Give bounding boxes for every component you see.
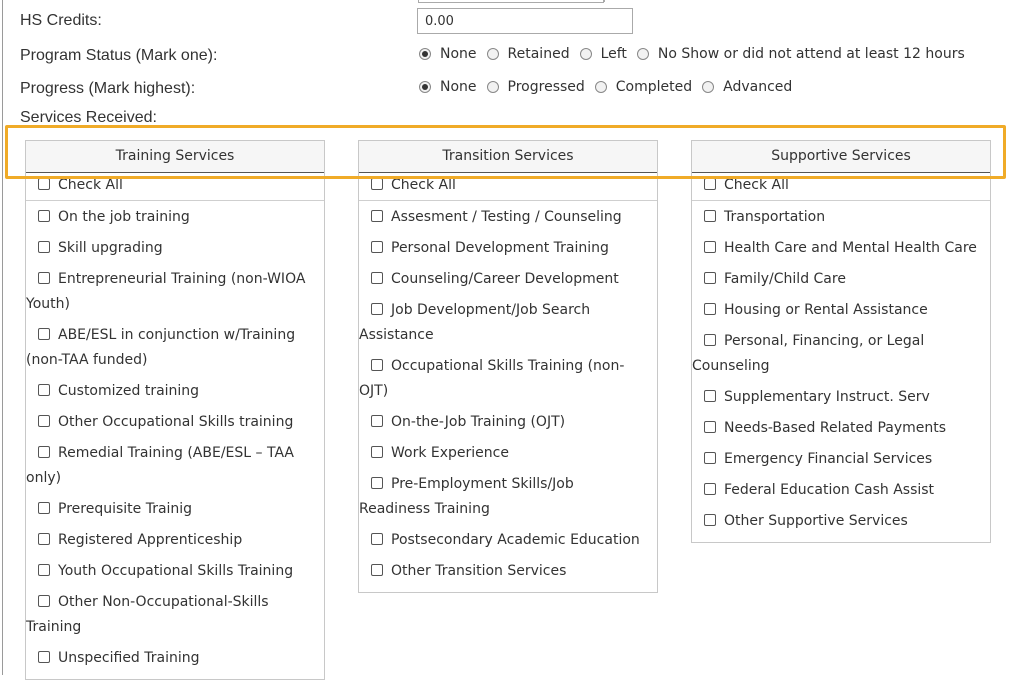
progress-completed-label: Completed <box>615 79 693 95</box>
supportive-item[interactable] <box>692 298 990 323</box>
program-status-radio-group <box>419 46 969 62</box>
checkbox[interactable] <box>704 272 716 284</box>
transition-item[interactable] <box>359 410 657 435</box>
training-item[interactable] <box>26 379 324 404</box>
training-services-panel <box>25 140 325 680</box>
checkbox[interactable] <box>704 390 716 402</box>
checkbox[interactable] <box>704 241 716 253</box>
transition-services-list <box>359 201 657 592</box>
item-label: Other Occupational Skills training <box>58 414 294 430</box>
training-item[interactable] <box>26 323 324 373</box>
checkbox[interactable] <box>704 514 716 526</box>
training-services-list <box>26 201 324 679</box>
progress-none-radio[interactable] <box>419 81 431 93</box>
item-label: Pre-Employment Skills/Job Readiness Training <box>359 476 574 517</box>
checkbox[interactable] <box>371 210 383 222</box>
item-label: Work Experience <box>391 445 509 461</box>
item-label: On-the-Job Training (OJT) <box>391 414 566 430</box>
transition-check-all-checkbox[interactable] <box>371 178 383 190</box>
checkbox[interactable] <box>38 533 50 545</box>
checkbox[interactable] <box>704 303 716 315</box>
checkbox[interactable] <box>704 421 716 433</box>
item-label: Postsecondary Academic Education <box>391 532 640 548</box>
highlight-annotation <box>5 125 1006 179</box>
supportive-item[interactable] <box>692 329 990 379</box>
program-status-left-radio[interactable] <box>580 48 592 60</box>
checkbox[interactable] <box>704 483 716 495</box>
checkbox[interactable] <box>371 241 383 253</box>
supportive-item[interactable] <box>692 478 990 503</box>
training-item[interactable] <box>26 267 324 317</box>
transition-item[interactable] <box>359 298 657 348</box>
item-label: Entrepreneurial Training (non-WIOA Youth) <box>26 271 306 312</box>
item-label: Housing or Rental Assistance <box>724 302 928 318</box>
item-label: Assesment / Testing / Counseling <box>391 209 622 225</box>
training-item[interactable] <box>26 559 324 584</box>
item-label: ABE/ESL in conjunction w/Training (non-TAA funded) <box>26 327 296 368</box>
supportive-item[interactable] <box>692 509 990 534</box>
progress-advanced-radio[interactable] <box>702 81 714 93</box>
checkbox[interactable] <box>38 241 50 253</box>
checkbox[interactable] <box>38 415 50 427</box>
checkbox[interactable] <box>704 210 716 222</box>
checkbox[interactable] <box>371 446 383 458</box>
program-status-label: Program Status (Mark one): <box>20 47 218 64</box>
checkbox[interactable] <box>38 328 50 340</box>
checkbox[interactable] <box>38 446 50 458</box>
checkbox[interactable] <box>371 477 383 489</box>
checkbox[interactable] <box>38 564 50 576</box>
progress-progressed-radio[interactable] <box>487 81 499 93</box>
training-check-all-checkbox[interactable] <box>38 178 50 190</box>
item-label: Counseling/Career Development <box>391 271 619 287</box>
transition-item[interactable] <box>359 267 657 292</box>
checkbox[interactable] <box>38 651 50 663</box>
progress-none-label: None <box>440 79 477 95</box>
training-item[interactable] <box>26 590 324 640</box>
program-status-retained-label: Retained <box>507 46 570 62</box>
checkbox[interactable] <box>38 595 50 607</box>
checkbox[interactable] <box>371 415 383 427</box>
item-label: Personal Development Training <box>391 240 609 256</box>
item-label: Registered Apprenticeship <box>58 532 243 548</box>
supportive-services-panel <box>691 140 991 543</box>
progress-label: Progress (Mark highest): <box>20 80 196 97</box>
supportive-item[interactable] <box>692 416 990 441</box>
progress-radio-group <box>419 79 796 95</box>
training-services-header: Training Services <box>26 141 324 173</box>
supportive-item[interactable] <box>692 205 990 230</box>
item-label: Prerequisite Trainig <box>58 501 193 517</box>
checkbox[interactable] <box>371 303 383 315</box>
program-status-left-label: Left <box>600 46 627 62</box>
checkbox[interactable] <box>38 502 50 514</box>
hs-credits-input[interactable] <box>417 8 633 34</box>
upper-field-button-edge <box>604 0 617 2</box>
checkbox[interactable] <box>371 272 383 284</box>
item-label: Supplementary Instruct. Serv <box>724 389 930 405</box>
supportive-item[interactable] <box>692 267 990 292</box>
services-received-label: Services Received: <box>20 109 157 126</box>
program-status-no-show-radio[interactable] <box>637 48 649 60</box>
item-label: Transportation <box>724 209 826 225</box>
item-label: Customized training <box>58 383 200 399</box>
item-label: Other Non-Occupational-Skills Training <box>26 594 269 635</box>
program-status-no-show-label: No Show or did not attend at least 12 hours <box>657 46 965 62</box>
progress-progressed-label: Progressed <box>507 79 585 95</box>
transition-item[interactable] <box>359 354 657 404</box>
item-label: Occupational Skills Training (non-OJT) <box>359 358 625 399</box>
transition-item[interactable] <box>359 528 657 553</box>
item-label: Family/Child Care <box>724 271 846 287</box>
item-label: Health Care and Mental Health Care <box>724 240 977 256</box>
item-label: Other Supportive Services <box>724 513 908 529</box>
progress-completed-radio[interactable] <box>595 81 607 93</box>
program-status-none-label: None <box>440 46 477 62</box>
supportive-item[interactable] <box>692 236 990 261</box>
progress-advanced-label: Advanced <box>723 79 793 95</box>
item-label: Youth Occupational Skills Training <box>58 563 294 579</box>
training-item[interactable] <box>26 441 324 491</box>
item-label: Emergency Financial Services <box>724 451 933 467</box>
supportive-check-all-checkbox[interactable] <box>704 178 716 190</box>
transition-item[interactable] <box>359 236 657 261</box>
transition-item[interactable] <box>359 441 657 466</box>
item-label: Personal, Financing, or Legal Counseling <box>692 333 925 374</box>
left-border <box>2 0 3 675</box>
training-check-all-label: Check All <box>58 177 123 193</box>
training-item[interactable] <box>26 646 324 671</box>
hs-credits-label: HS Credits: <box>20 12 102 29</box>
item-label: Federal Education Cash Assist <box>724 482 935 498</box>
transition-item[interactable] <box>359 559 657 584</box>
checkbox[interactable] <box>38 272 50 284</box>
transition-services-header: Transition Services <box>359 141 657 173</box>
training-item[interactable] <box>26 497 324 522</box>
supportive-item[interactable] <box>692 447 990 472</box>
checkbox[interactable] <box>38 210 50 222</box>
checkbox[interactable] <box>371 359 383 371</box>
checkbox[interactable] <box>704 334 716 346</box>
supportive-item[interactable] <box>692 385 990 410</box>
item-label: Remedial Training (ABE/ESL – TAA only) <box>26 445 294 486</box>
training-item[interactable] <box>26 528 324 553</box>
checkbox[interactable] <box>38 384 50 396</box>
item-label: On the job training <box>58 209 190 225</box>
item-label: Other Transition Services <box>391 563 567 579</box>
training-item[interactable] <box>26 205 324 230</box>
training-item[interactable] <box>26 236 324 261</box>
supportive-check-all-label: Check All <box>724 177 789 193</box>
program-status-retained-radio[interactable] <box>487 48 499 60</box>
checkbox[interactable] <box>371 533 383 545</box>
checkbox[interactable] <box>704 452 716 464</box>
item-label: Job Development/Job Search Assistance <box>359 302 591 343</box>
item-label: Needs-Based Related Payments <box>724 420 947 436</box>
upper-field-edge <box>418 0 604 3</box>
checkbox[interactable] <box>371 564 383 576</box>
supportive-services-list <box>692 201 990 542</box>
program-status-none-radio[interactable] <box>419 48 431 60</box>
training-item[interactable] <box>26 410 324 435</box>
supportive-services-header: Supportive Services <box>692 141 990 173</box>
transition-check-all-label: Check All <box>391 177 456 193</box>
transition-item[interactable] <box>359 472 657 522</box>
item-label: Skill upgrading <box>58 240 163 256</box>
transition-services-panel <box>358 140 658 593</box>
item-label: Unspecified Training <box>58 650 200 666</box>
transition-item[interactable] <box>359 205 657 230</box>
